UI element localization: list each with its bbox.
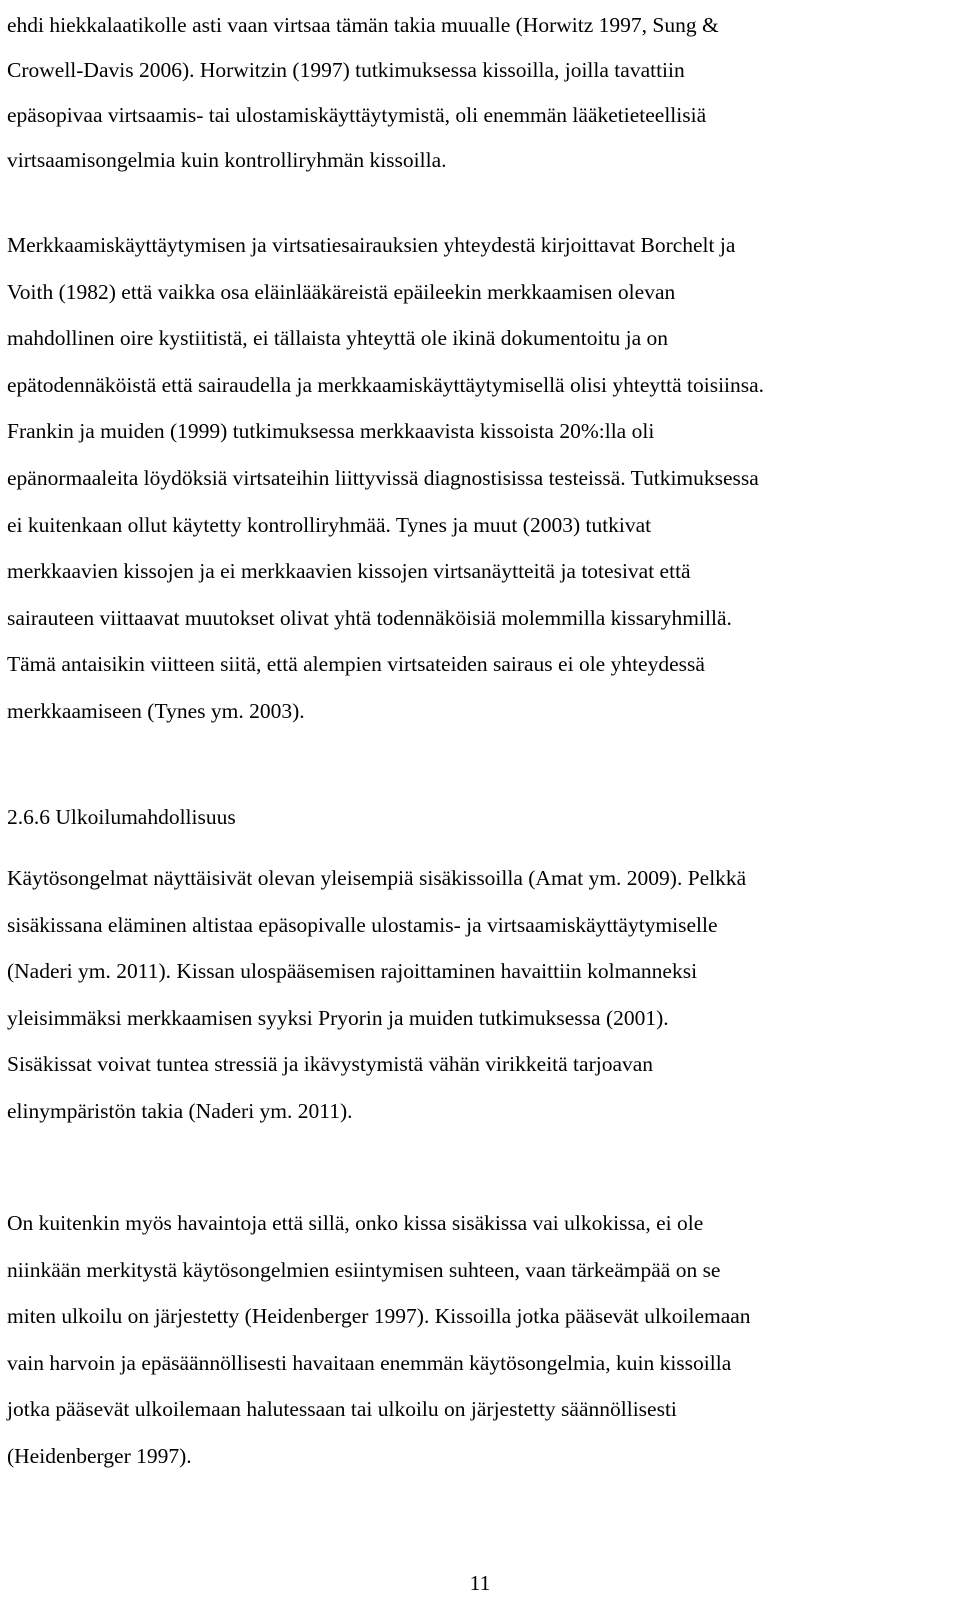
text-line: Tämä antaisikin viitteen siitä, että alempien virtsateiden sairaus ei ole yhteydessä [7, 652, 705, 677]
text-line: vain harvoin ja epäsäännöllisesti havaitaan enemmän käytösongelmia, kuin kissoilla [7, 1350, 732, 1375]
paragraph-indoor-cats [7, 855, 952, 1135]
text-line: niinkään merkitystä käytösongelmien esiintymisen suhteen, vaan tärkeämpää on se [7, 1257, 721, 1282]
text-line: Merkkaamiskäyttäytymisen ja virtsatiesairauksien yhteydestä kirjoittavat Borchelt ja [7, 233, 736, 257]
text-line: (Naderi ym. 2011). Kissan ulospääsemisen rajoittaminen havaittiin kolmanneksi [7, 959, 698, 984]
paragraph-continuation [7, 3, 952, 183]
text-line: jotka pääsevät ulkoilemaan halutessaan tai ulkoilu on järjestetty säännöllisesti [7, 1397, 677, 1422]
text-line: On kuitenkin myös havaintoja että sillä, onko kissa sisäkissa vai ulkokissa, ei ole [7, 1211, 704, 1235]
text-line: ehdi hiekkalaatikolle asti vaan virtsaa tämän takia muualle (Horwitz 1997, Sung & [7, 13, 719, 37]
text-line: miten ulkoilu on järjestetty (Heidenberger 1997). Kissoilla jotka pääsevät ulkoilemaan [7, 1304, 751, 1329]
text-line: sisäkissana eläminen altistaa epäsopivalle ulostamis- ja virtsaamiskäyttäytymiselle [7, 912, 718, 937]
paragraph-outdoor-access [7, 1200, 952, 1480]
page-number: 11 [469, 1571, 491, 1595]
text-line: Voith (1982) että vaikka osa eläinlääkäreistä epäileekin merkkaamisen olevan [7, 279, 676, 304]
text-line: epänormaaleita löydöksiä virtsateihin liittyvissä diagnostisissa testeissä. Tutkimuksessa [7, 465, 759, 490]
section-heading-text: 2.6.6 Ulkoilumahdollisuus [7, 805, 236, 829]
text-line: merkkaavien kissojen ja ei merkkaavien kissojen virtsanäytteitä ja totesivat että [7, 559, 691, 584]
text-line: epäsopivaa virtsaamis- tai ulostamiskäyttäytymistä, oli enemmän lääketieteellisiä [7, 103, 707, 127]
paragraph-marking-urinary [7, 222, 952, 735]
text-line: sairauteen viittaavat muutokset olivat yhtä todennäköisiä molemmilla kissaryhmillä. [7, 605, 732, 630]
text-line: Käytösongelmat näyttäisivät olevan yleisempiä sisäkissoilla (Amat ym. 2009). Pelkkä [7, 866, 747, 890]
text-line: merkkaamiseen (Tynes ym. 2003). [7, 698, 305, 723]
text-line: Crowell-Davis 2006). Horwitzin (1997) tutkimuksessa kissoilla, joilla tavattiin [7, 58, 685, 82]
text-line: elinympäristön takia (Naderi ym. 2011). [7, 1098, 353, 1123]
text-line: yleisimmäksi merkkaamisen syyksi Pryorin ja muiden tutkimuksessa (2001). [7, 1005, 669, 1030]
text-line: Frankin ja muiden (1999) tutkimuksessa merkkaavista kissoista 20%:lla oli [7, 419, 655, 444]
text-line: (Heidenberger 1997). [7, 1443, 192, 1468]
text-line: ei kuitenkaan ollut käytetty kontrolliryhmää. Tynes ja muut (2003) tutkivat [7, 512, 652, 537]
text-line: mahdollinen oire kystiitistä, ei tällaista yhteyttä ole ikinä dokumentoitu ja on [7, 326, 668, 351]
text-line: Sisäkissat voivat tuntea stressiä ja ikävystymistä vähän virikkeitä tarjoavan [7, 1052, 654, 1077]
text-line: epätodennäköistä että sairaudella ja merkkaamiskäyttäytymisellä olisi yhteyttä toisiinsa. [7, 372, 765, 397]
section-heading [7, 800, 952, 834]
text-line: virtsaamisongelmia kuin kontrolliryhmän kissoilla. [7, 148, 447, 172]
